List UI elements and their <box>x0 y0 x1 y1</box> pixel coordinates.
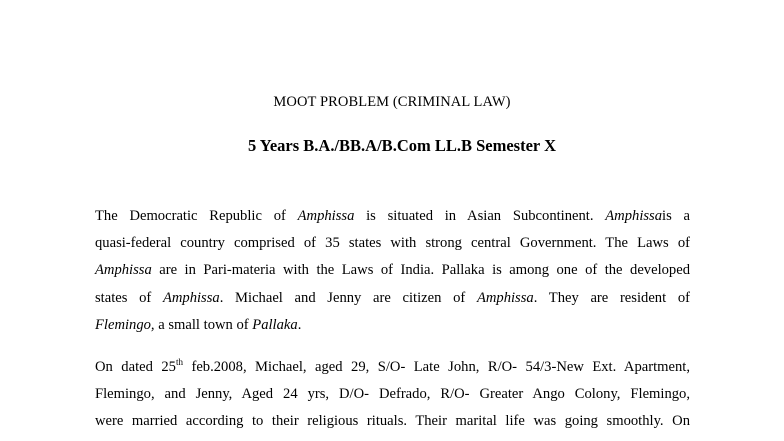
text-run: . Michael and Jenny are citizen of <box>219 289 477 306</box>
text-run: The Democratic Republic of <box>95 208 298 224</box>
text-run: were married according to their religious rituals. Their marital life was going smoothly. On <box>95 413 690 430</box>
italic-text: Pallaka <box>252 316 298 333</box>
document-title: MOOT PROBLEM (CRIMINAL LAW) <box>273 94 511 110</box>
text-run: Flemingo, and Jenny, Aged 24 yrs, D/O- Defrado, R/O- Greater Ango Colony, Flemingo, <box>95 386 690 403</box>
text-run: are in Pari-materia with the Laws of India. Pallaka is among one of the developed <box>151 262 690 279</box>
italic-text: Amphissa <box>95 262 152 279</box>
paragraph-1 <box>95 203 690 339</box>
text-run: . <box>297 316 302 333</box>
text-run: . They are resident of <box>533 289 690 306</box>
text-run: quasi-federal country comprised of 35 states with strong central Government. The Laws of <box>95 235 690 252</box>
italic-text: Amphissa <box>162 289 220 306</box>
italic-text: Amphissa <box>476 289 534 306</box>
text-run: is a <box>662 208 690 224</box>
text-run: is situated in Asian Subcontinent. <box>354 208 606 224</box>
paragraph-line <box>95 354 690 381</box>
paragraph-line <box>95 408 690 435</box>
text-run: a small town of <box>154 316 253 333</box>
text-run: On dated 25 <box>95 359 176 375</box>
italic-text: Flemingo, <box>95 316 155 333</box>
italic-text: Amphissa <box>297 208 355 224</box>
paragraph-line <box>95 257 690 284</box>
paragraph-line <box>95 285 690 312</box>
paragraph-line <box>95 230 690 257</box>
document-subtitle: 5 Years B.A./BB.A/B.Com LL.B Semester X <box>248 136 556 155</box>
text-run: feb.2008, Michael, aged 29, S/O- Late John, R/O- 54/3-New Ext. Apartment, <box>183 359 690 375</box>
superscript: th <box>175 357 183 367</box>
paragraph-line <box>95 381 690 408</box>
paragraph-line <box>95 203 690 230</box>
paragraph-line <box>95 312 690 339</box>
paragraph-2 <box>95 354 690 436</box>
text-run: states of <box>95 289 163 306</box>
italic-text: Amphissa <box>605 208 663 224</box>
